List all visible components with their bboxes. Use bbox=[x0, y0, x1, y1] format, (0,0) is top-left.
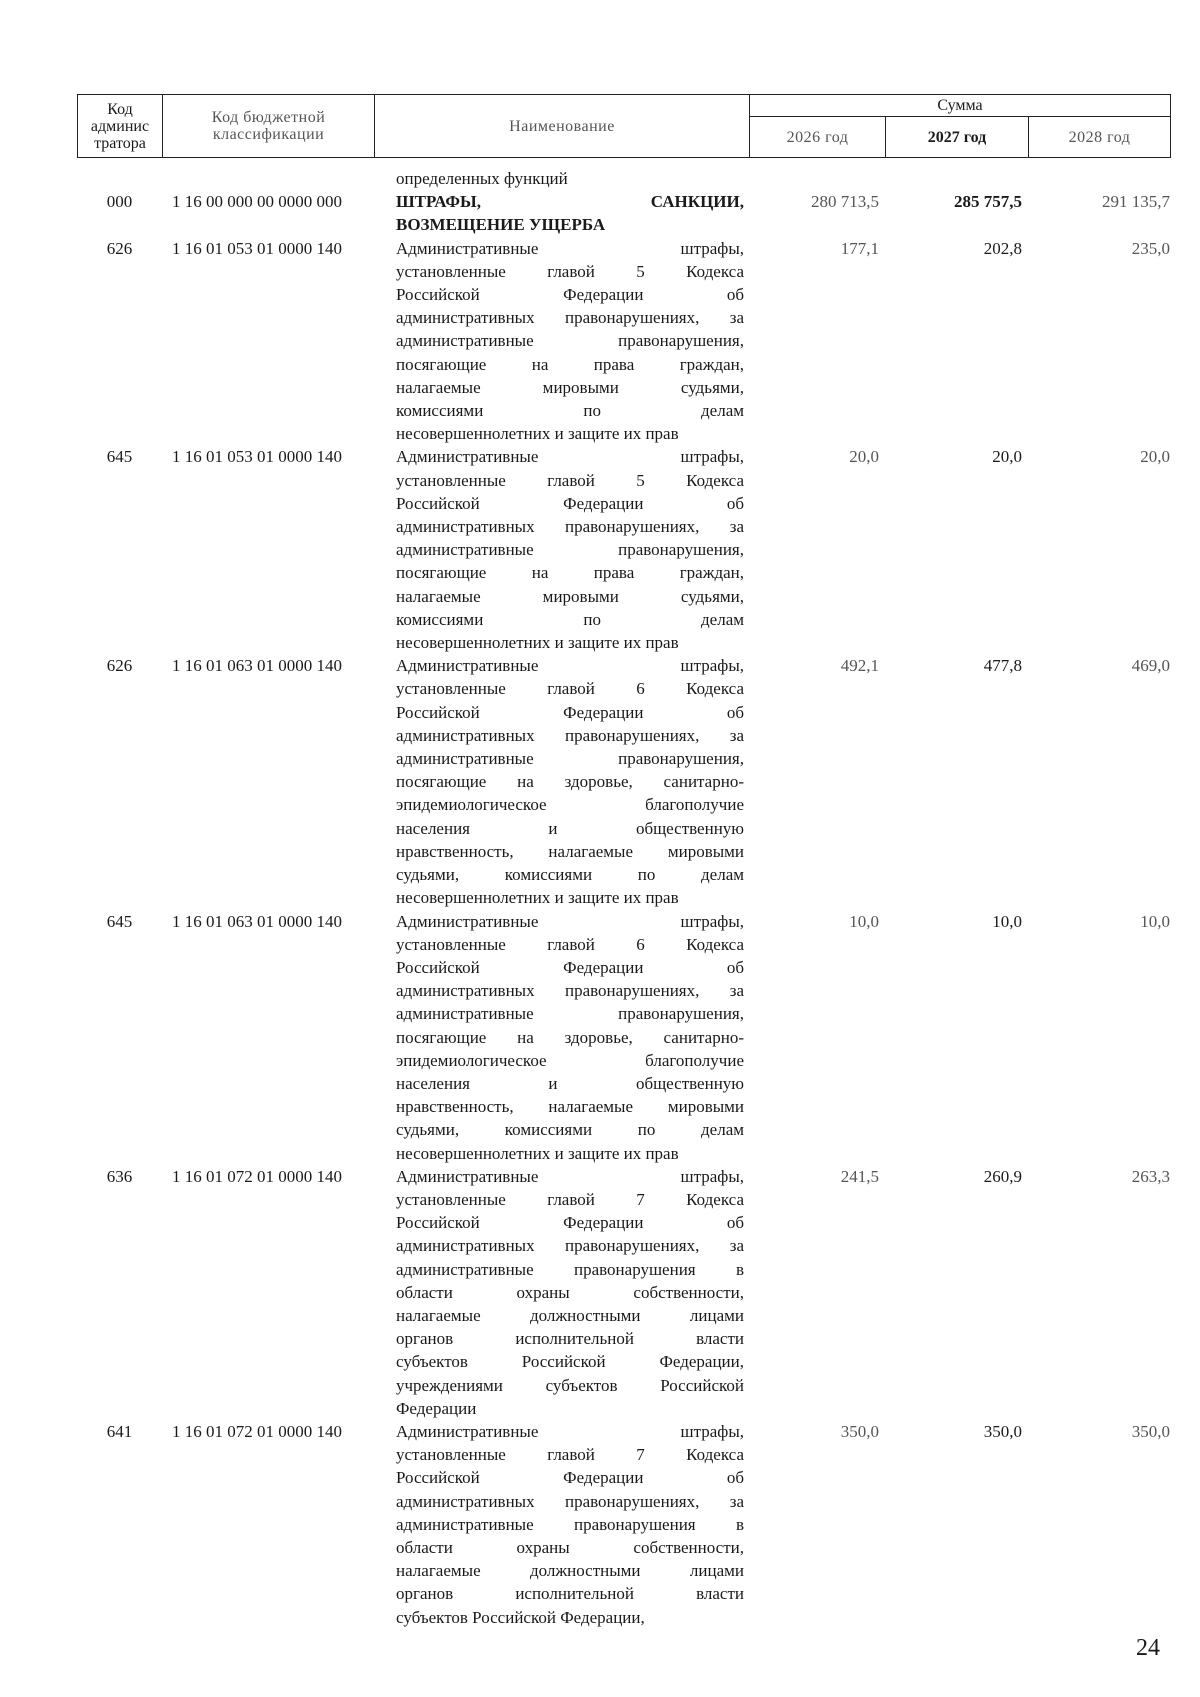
name-cell bbox=[374, 190, 749, 236]
admin-code-cell: 641 bbox=[106, 1421, 133, 1441]
name-line: административные правонарушения, bbox=[396, 331, 744, 351]
name-line: административных правонарушениях, за bbox=[396, 308, 744, 328]
name-line: установленные главой 7 Кодекса bbox=[396, 1445, 744, 1465]
value-2027-cell: 20,0 bbox=[992, 447, 1022, 467]
table-row bbox=[77, 167, 1170, 190]
name-line: Российской Федерации об bbox=[396, 285, 744, 305]
name-line: Российской Федерации об bbox=[396, 493, 744, 513]
name-line: посягающие на здоровье, санитарно- bbox=[396, 1027, 744, 1047]
header-year-2026: 2026 год bbox=[750, 117, 886, 158]
header-kbk-line: классификации bbox=[212, 126, 325, 143]
value-2028-cell: 10,0 bbox=[1140, 911, 1170, 931]
value-2028-cell: 20,0 bbox=[1140, 447, 1170, 467]
value-2026-cell: 177,1 bbox=[840, 238, 879, 258]
value-2028-cell: 350,0 bbox=[1131, 1421, 1170, 1441]
name-line: Российской Федерации об bbox=[396, 957, 744, 977]
header-year-2027: 2027 год bbox=[886, 117, 1029, 158]
value-2027-cell: 202,8 bbox=[983, 238, 1022, 258]
name-line: населения и общественную bbox=[396, 818, 744, 838]
name-line: нравственность, налагаемые мировыми bbox=[396, 1097, 744, 1117]
name-line: установленные главой 6 Кодекса bbox=[396, 934, 744, 954]
header-admin-line: админис bbox=[90, 117, 150, 135]
name-line: налагаемые должностными лицами bbox=[396, 1305, 744, 1325]
kbk-cell: 1 16 00 000 00 0000 000 bbox=[172, 192, 342, 212]
name-line: комиссиями по делам bbox=[396, 609, 744, 629]
value-2026-cell: 492,1 bbox=[840, 656, 879, 676]
kbk-cell: 1 16 01 063 01 0000 140 bbox=[172, 656, 342, 676]
name-line: налагаемые мировыми судьями, bbox=[396, 377, 744, 397]
name-cell bbox=[374, 237, 749, 446]
name-line: Российской Федерации об bbox=[396, 702, 744, 722]
value-2027-cell: 10,0 bbox=[992, 911, 1022, 931]
name-line: посягающие на права граждан, bbox=[396, 354, 744, 374]
value-2028-cell: 469,0 bbox=[1131, 656, 1170, 676]
name-line: административных правонарушениях, за bbox=[396, 725, 744, 745]
name-line: органов исполнительной власти bbox=[396, 1329, 744, 1349]
name-line: несовершеннолетних и защите их прав bbox=[396, 424, 679, 444]
header-name: Наименование bbox=[375, 95, 750, 158]
header-year-2028: 2028 год bbox=[1029, 117, 1171, 158]
table-row bbox=[77, 237, 1170, 446]
name-line: административных правонарушениях, за bbox=[396, 517, 744, 537]
name-line: налагаемые должностными лицами bbox=[396, 1561, 744, 1581]
value-2026-cell: 20,0 bbox=[849, 447, 879, 467]
table-row bbox=[77, 1165, 1170, 1420]
name-line: эпидемиологическое благополучие bbox=[396, 795, 744, 815]
name-line: области охраны собственности, bbox=[396, 1282, 744, 1302]
admin-code-cell: 636 bbox=[106, 1166, 133, 1186]
table-row bbox=[77, 190, 1170, 236]
name-line: учреждениями субъектов Российской bbox=[396, 1375, 744, 1395]
name-cell bbox=[374, 1420, 749, 1629]
name-line: Административные штрафы, bbox=[396, 447, 744, 467]
name-cell bbox=[374, 167, 749, 190]
name-line: комиссиями по делам bbox=[396, 401, 744, 421]
kbk-cell: 1 16 01 053 01 0000 140 bbox=[172, 447, 342, 467]
header-admin-line: Код bbox=[107, 100, 133, 118]
name-line: административных правонарушениях, за bbox=[396, 1236, 744, 1256]
name-line: Федерации bbox=[396, 1398, 477, 1418]
name-line: установленные главой 5 Кодекса bbox=[396, 470, 744, 490]
name-line: Российской Федерации об bbox=[396, 1468, 744, 1488]
name-line: посягающие на здоровье, санитарно- bbox=[396, 772, 744, 792]
name-line: административные правонарушения в bbox=[396, 1514, 744, 1534]
value-2026-cell: 10,0 bbox=[849, 911, 879, 931]
kbk-cell: 1 16 01 072 01 0000 140 bbox=[172, 1166, 342, 1186]
kbk-cell: 1 16 01 072 01 0000 140 bbox=[172, 1421, 342, 1441]
name-line: Административные штрафы, bbox=[396, 238, 744, 258]
table-body bbox=[77, 167, 1170, 1629]
kbk-cell: 1 16 01 063 01 0000 140 bbox=[172, 911, 342, 931]
name-line: установленные главой 7 Кодекса bbox=[396, 1189, 744, 1209]
value-2028-cell: 291 135,7 bbox=[1102, 192, 1170, 212]
admin-code-cell: 626 bbox=[106, 656, 133, 676]
name-line: нравственность, налагаемые мировыми bbox=[396, 841, 744, 861]
admin-code-cell: 645 bbox=[106, 911, 133, 931]
header-admin-line: тратора bbox=[94, 134, 146, 152]
value-2028-cell: 235,0 bbox=[1131, 238, 1170, 258]
table-header bbox=[77, 94, 1171, 158]
value-2026-cell: 280 713,5 bbox=[811, 192, 879, 212]
name-line: судьями, комиссиями по делам bbox=[396, 865, 744, 885]
name-line: ШТРАФЫ, САНКЦИИ, bbox=[396, 192, 744, 212]
name-line: эпидемиологическое благополучие bbox=[396, 1050, 744, 1070]
header-kbk-line: Код бюджетной bbox=[211, 109, 326, 126]
header-admin-code bbox=[78, 95, 163, 158]
name-line: несовершеннолетних и защите их прав bbox=[396, 633, 679, 653]
name-line: Административные штрафы, bbox=[396, 911, 744, 931]
page-number: 24 bbox=[1136, 1635, 1160, 1661]
admin-code-cell: 000 bbox=[106, 192, 133, 212]
name-line: Российской Федерации об bbox=[396, 1213, 744, 1233]
kbk-cell: 1 16 01 053 01 0000 140 bbox=[172, 238, 342, 258]
name-line: Административные штрафы, bbox=[396, 1166, 744, 1186]
value-2028-cell: 263,3 bbox=[1131, 1166, 1170, 1186]
name-line: ВОЗМЕЩЕНИЕ УЩЕРБА bbox=[396, 215, 606, 235]
value-2027-cell: 260,9 bbox=[983, 1166, 1022, 1186]
value-2027-cell: 285 757,5 bbox=[954, 192, 1022, 212]
name-line: налагаемые мировыми судьями, bbox=[396, 586, 744, 606]
value-2026-cell: 350,0 bbox=[840, 1421, 879, 1441]
name-line: судьями, комиссиями по делам bbox=[396, 1120, 744, 1140]
admin-code-cell: 626 bbox=[106, 238, 133, 258]
name-line: субъектов Российской Федерации, bbox=[396, 1607, 645, 1627]
name-line: административные правонарушения в bbox=[396, 1259, 744, 1279]
name-line: определенных функций bbox=[396, 169, 568, 188]
name-line: административных правонарушениях, за bbox=[396, 981, 744, 1001]
value-2026-cell: 241,5 bbox=[840, 1166, 879, 1186]
name-line: административные правонарушения, bbox=[396, 540, 744, 560]
name-line: органов исполнительной власти bbox=[396, 1584, 744, 1604]
name-cell bbox=[374, 910, 749, 1165]
name-cell bbox=[374, 1165, 749, 1420]
name-line: установленные главой 6 Кодекса bbox=[396, 679, 744, 699]
name-line: области охраны собственности, bbox=[396, 1537, 744, 1557]
name-line: установленные главой 5 Кодекса bbox=[396, 261, 744, 281]
header-sum: Сумма bbox=[750, 95, 1171, 117]
table-row bbox=[77, 445, 1170, 654]
value-2027-cell: 477,8 bbox=[983, 656, 1022, 676]
name-line: несовершеннолетних и защите их прав bbox=[396, 888, 679, 908]
table-row bbox=[77, 654, 1170, 909]
value-2027-cell: 350,0 bbox=[983, 1421, 1022, 1441]
name-line: посягающие на права граждан, bbox=[396, 563, 744, 583]
name-line: административные правонарушения, bbox=[396, 1004, 744, 1024]
name-line: населения и общественную bbox=[396, 1073, 744, 1093]
admin-code-cell: 645 bbox=[106, 447, 133, 467]
name-line: Административные штрафы, bbox=[396, 656, 744, 676]
name-line: субъектов Российской Федерации, bbox=[396, 1352, 744, 1372]
name-line: несовершеннолетних и защите их прав bbox=[396, 1143, 679, 1163]
name-cell bbox=[374, 654, 749, 909]
name-line: административные правонарушения, bbox=[396, 749, 744, 769]
name-cell bbox=[374, 445, 749, 654]
name-line: административных правонарушениях, за bbox=[396, 1491, 744, 1511]
table-row bbox=[77, 1420, 1170, 1629]
name-line: Административные штрафы, bbox=[396, 1421, 744, 1441]
table-row bbox=[77, 910, 1170, 1165]
header-kbk bbox=[163, 95, 375, 158]
